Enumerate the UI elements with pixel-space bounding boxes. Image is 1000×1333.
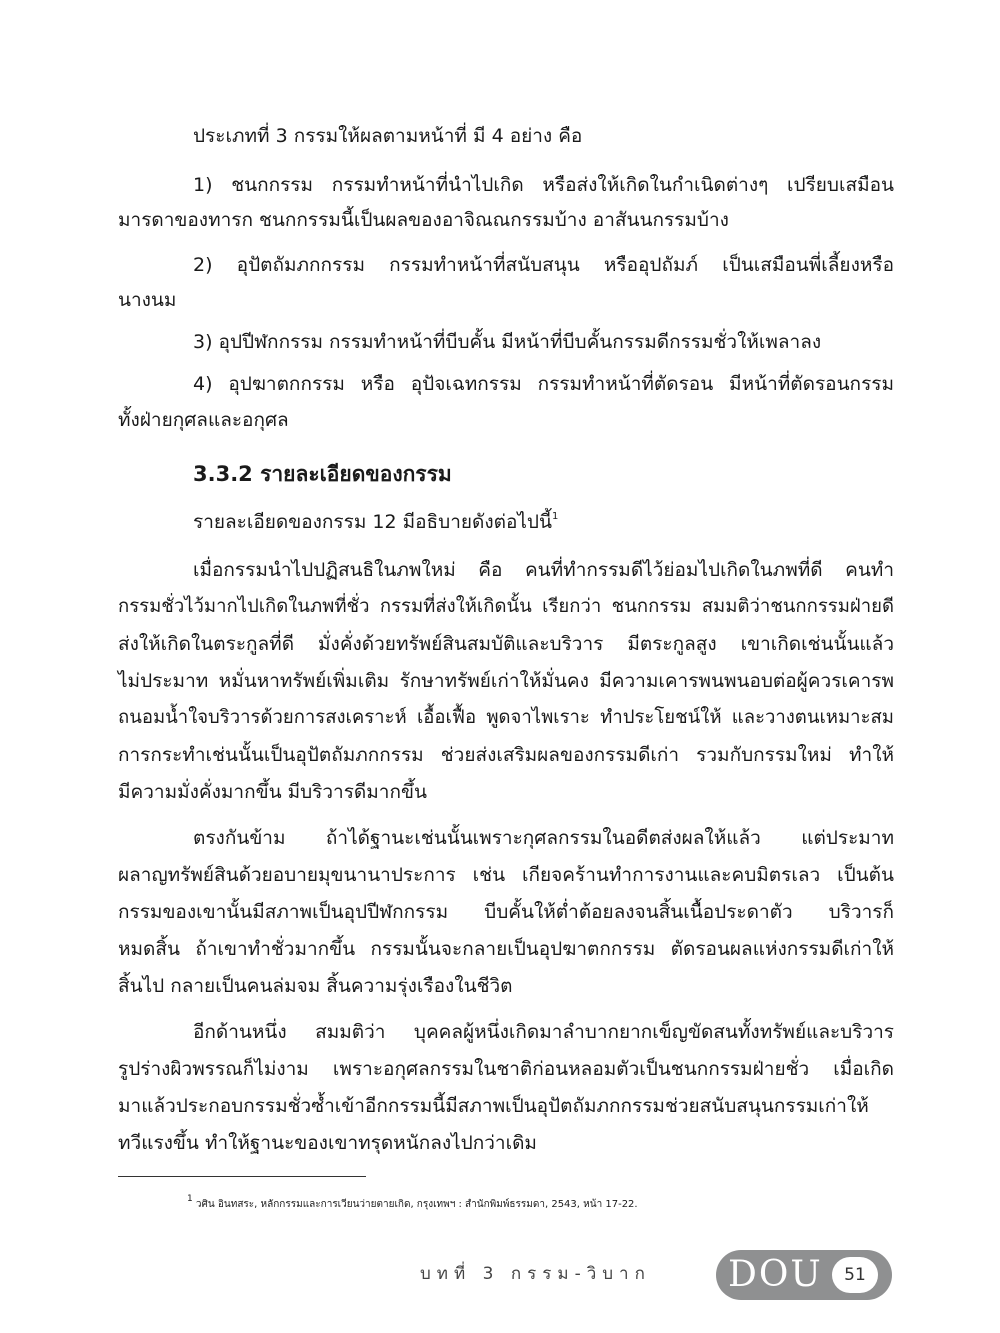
footnote-number: 1 [187,1194,193,1204]
section-intro: ประเภทที่ 3 กรรมให้ผลตามหน้าที่ มี 4 อย่าง คือ [193,125,583,147]
list-item-2-line-1: 2) อุปัตถัมภกกรรม กรรมทำหน้าที่สนับสนุน หรืออุปถัมภ์ เป็นเสมือนพี่เลี้ยงหรือ [193,254,894,276]
section-heading: 3.3.2 รายละเอียดของกรรม [193,462,452,486]
list-item-1-line-2: มารดาของทารก ชนกกรรมนี้เป็นผลของอาจิณณกรรมบ้าง อาสันนกรรมบ้าง [118,209,729,231]
list-item-3-line-1: 3) อุปปีฬกกรรม กรรมทำหน้าที่บีบคั้น มีหน้าที่บีบคั้นกรรมดีกรรมชั่วให้เพลาลง [193,331,822,353]
paragraph-1-line-2: กรรมชั่วไว้มากไปเกิดในภพที่ชั่ว กรรมที่ส่งให้เกิดนั้น เรียกว่า ชนกกรรม สมมติว่าชนกกรรมฝ่ายดี [118,596,894,617]
paragraph-1-line-5: ถนอมน้ำใจบริวารด้วยการสงเคราะห์ เอื้อเฟื้อ พูดจาไพเราะ ทำประโยชน์ให้ และวางตนเหมาะสม [118,707,894,728]
paragraph-1-line-4: ไม่ประมาท หมั่นหาทรัพย์เพิ่มเติม รักษาทรัพย์เก่าให้มั่นคง มีความเคารพนพนอบต่อผู้ควรเคารพ [118,670,894,692]
paragraph-3-line-2: รูปร่างผิวพรรณก็ไม่งาม เพราะอกุศลกรรมในชาติก่อนหลอมตัวเป็นชนกกรรมฝ่ายชั่ว เมื่อเกิด [118,1058,894,1080]
paragraph-1-line-7: มีความมั่งคั่งมากขึ้น มีบริวารดีมากขึ้น [118,781,427,803]
paragraph-1-line-3: ส่งให้เกิดในตระกูลที่ดี มั่งคั่งด้วยทรัพย์สินสมบัติและบริวาร มีตระกูลสูง เขาเกิดเช่นนั้นแล้ว [118,633,894,655]
list-item-4-line-2: ทั้งฝ่ายกุศลและอกุศล [118,409,289,431]
list-item-4-line-1: 4) อุปฆาตกกรรม หรือ อุปัจเฉทกรรม กรรมทำหน้าที่ตัดรอน มีหน้าที่ตัดรอนกรรม [193,373,894,395]
paragraph-3-line-4: ทวีแรงขึ้น ทำให้ฐานะของเขาทรุดหนักลงไปกว่าเดิม [118,1132,537,1154]
intro-text: รายละเอียดของกรรม 12 มีอธิบายดังต่อไปนี้ [193,511,552,533]
paragraph-2-line-4: หมดสิ้น ถ้าเขาทำชั่วมากขึ้น กรรมนั้นจะกลายเป็นอุปฆาตกกรรม ตัดรอนผลแห่งกรรมดีเก่าให้ [118,938,894,960]
paragraph-2-line-2: ผลาญทรัพย์สินด้วยอบายมุขนานาประการ เช่น เกียจคร้านทำการงานและคบมิตรเลว เป็นต้น [118,864,894,886]
paragraph-1-line-6: การกระทำเช่นนั้นเป็นอุปัตถัมภกกรรม ช่วยส่งเสริมผลของกรรมดีเก่า รวมกับกรรมใหม่ ทำให้ [118,744,894,766]
paragraph-2-line-3: กรรมของเขานั้นมีสภาพเป็นอุปปีฬกกรรม บีบคั้นให้ต่ำต้อยลงจนสิ้นเนื้อประดาตัว บริวารก็ [118,901,894,923]
list-item-2-line-2: นางนม [118,289,177,311]
paragraph-2-line-5: สิ้นไป กลายเป็นคนล่มจม สิ้นความรุ่งเรืองในชีวิต [118,975,513,997]
footer-chapter-title: บทที่ 3 กรรม-วิบาก [420,1264,651,1284]
paragraph-1-line-1: เมื่อกรรมนำไปปฏิสนธิในภพใหม่ คือ คนที่ทำกรรมดีไว้ย่อมไปเกิดในภพที่ดี คนทำ [193,559,894,581]
intro-line [193,510,558,534]
list-item-1-line-1: 1) ชนกกรรม กรรมทำหน้าที่นำไปเกิด หรือส่งให้เกิดในกำเนิดต่างๆ เปรียบเสมือน [193,174,894,196]
footnote-reference[interactable]: 1 [551,511,559,522]
paragraph-3-line-3: มาแล้วประกอบกรรมชั่วซ้ำเข้าอีกกรรมนี้มีสภาพเป็นอุปัตถัมภกกรรมช่วยสนับสนุนกรรมเก่าให้ [118,1095,869,1117]
dou-logo: DOU [728,1254,823,1295]
footnote [187,1196,907,1214]
page-number: 51 [832,1257,878,1293]
footnote-divider [118,1176,366,1177]
paragraph-3-line-1: อีกด้านหนึ่ง สมมติว่า บุคคลผู้หนึ่งเกิดมาลำบากยากเข็ญขัดสนทั้งทรัพย์และบริวาร [193,1021,894,1043]
footnote-text: วศิน อินทสระ, หลักกรรมและการเวียนว่ายตายเกิด, กรุงเทพฯ : สำนักพิมพ์ธรรมดา, 2543, หน้า 17-22. [195,1199,638,1210]
paragraph-2-line-1: ตรงกันข้าม ถ้าได้ฐานะเช่นนั้นเพราะกุศลกรรมในอดีตส่งผลให้แล้ว แต่ประมาท [193,827,894,849]
